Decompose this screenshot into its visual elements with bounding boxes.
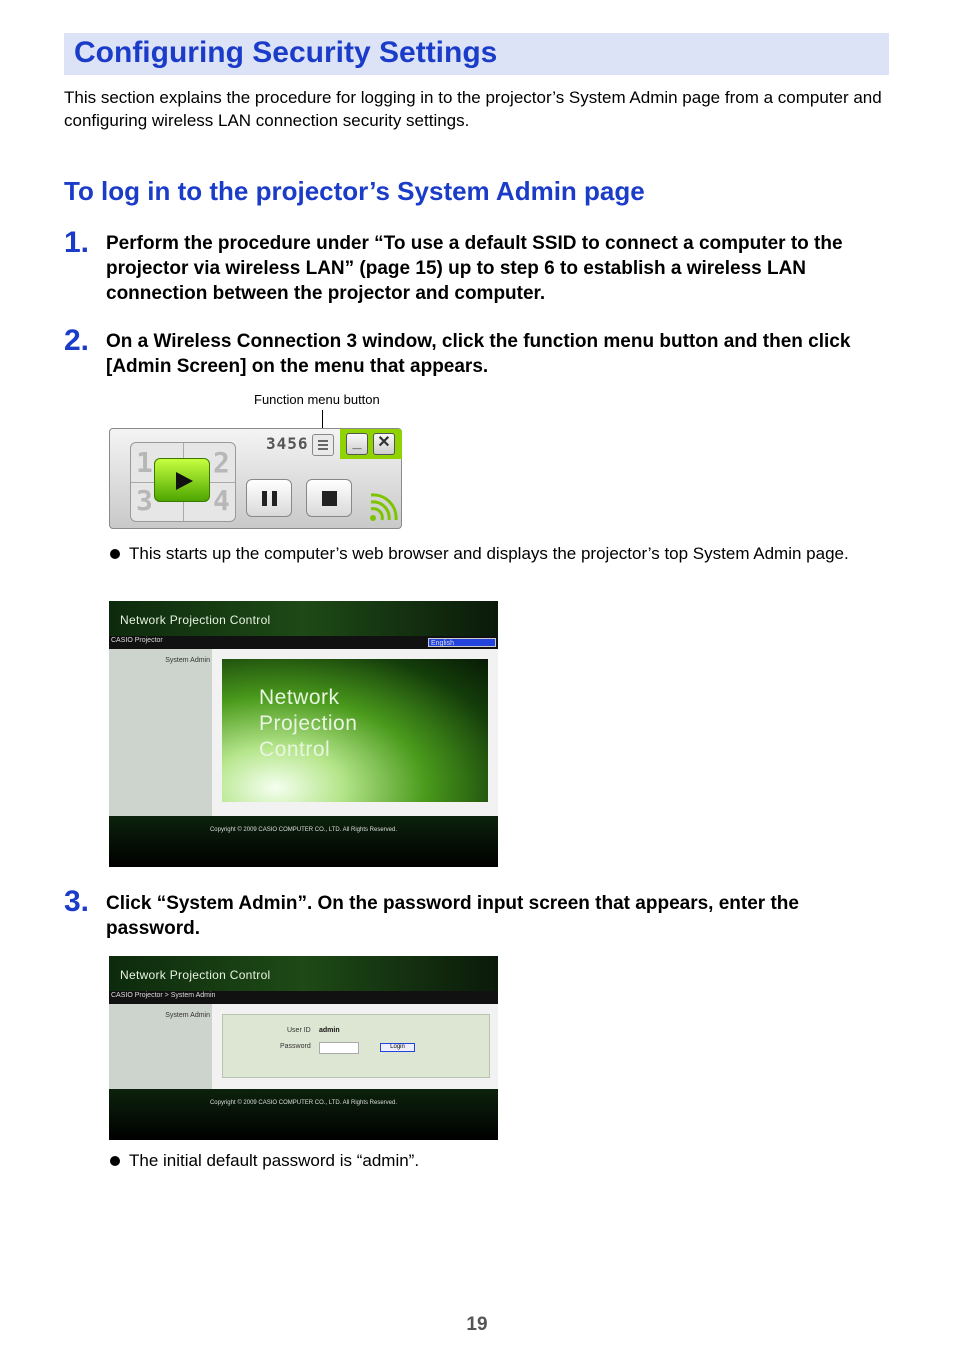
- bullet-item-1: [110, 543, 899, 565]
- stop-button[interactable]: [306, 479, 352, 517]
- play-icon: [176, 472, 193, 490]
- sidebar: [109, 649, 212, 816]
- close-icon: ✕: [377, 434, 391, 451]
- step-text-2: On a Wireless Connection 3 window, click the function menu button and then click [Admin Screen] on the menu that appears.: [106, 331, 851, 377]
- copyright: Copyright © 2009 CASIO COMPUTER CO., LTD. All Rights Reserved.: [209, 1100, 398, 1106]
- user-id-label: User ID: [287, 1027, 311, 1034]
- copyright: Copyright © 2009 CASIO COMPUTER CO., LTD. All Rights Reserved.: [209, 827, 398, 833]
- connection-code: 3456: [266, 434, 309, 453]
- user-id-value: admin: [319, 1027, 340, 1034]
- password-label: Password: [280, 1043, 311, 1050]
- bullet-dot: [110, 1156, 120, 1166]
- menu-icon-line: [318, 448, 328, 450]
- step-number-1: 1.: [64, 226, 90, 259]
- pad-number-3: 3: [136, 484, 153, 517]
- page-title: Configuring Security Settings: [74, 36, 498, 69]
- language-select[interactable]: [428, 638, 496, 647]
- callout-label: Function menu button: [254, 392, 380, 407]
- app-title: Network Projection Control: [120, 968, 271, 982]
- system-admin-top-screenshot: [109, 601, 498, 867]
- login-form: [222, 1014, 490, 1078]
- page-number: 19: [466, 1314, 488, 1335]
- step-text-1: Perform the procedure under “To use a default SSID to connect a computer to the projector via wireless LAN” (page 15) up to step 6 to establish a wireless LAN connection between the projector and computer.: [106, 233, 843, 304]
- splash-text: [259, 685, 357, 763]
- wifi-signal-icon: [368, 493, 398, 523]
- minimize-icon: _: [352, 434, 362, 451]
- section-heading: To log in to the projector’s System Admin page: [64, 176, 645, 206]
- language-value: English: [431, 640, 454, 647]
- breadcrumb: [109, 636, 498, 649]
- breadcrumb-text: CASIO Projector: [111, 637, 163, 644]
- splash-line-1: Network: [259, 686, 340, 709]
- sidebar-link-system-admin[interactable]: System Admin: [165, 1012, 210, 1019]
- close-button[interactable]: [373, 433, 395, 455]
- splash-image: [222, 659, 488, 802]
- step-number-3: 3.: [64, 885, 90, 918]
- app-header: [109, 601, 498, 636]
- pad-number-4: 4: [213, 484, 230, 517]
- bullet-item-2: [110, 1150, 899, 1172]
- pad-number-1: 1: [136, 446, 153, 479]
- bullet-text-1: This starts up the computer’s web browser and displays the projector’s top System Admin page.: [129, 544, 849, 563]
- pause-button[interactable]: [246, 479, 292, 517]
- sidebar: [109, 1004, 212, 1089]
- window-controls-bar: [340, 429, 402, 459]
- menu-icon: [318, 440, 328, 442]
- breadcrumb: [109, 991, 498, 1004]
- menu-icon-line: [318, 444, 328, 446]
- app-header: [109, 956, 498, 991]
- play-button[interactable]: [154, 458, 210, 502]
- app-title: Network Projection Control: [120, 613, 271, 627]
- password-input[interactable]: [319, 1042, 359, 1054]
- breadcrumb-text: CASIO Projector > System Admin: [111, 992, 216, 999]
- login-button[interactable]: Login: [380, 1043, 415, 1052]
- splash-line-2: Projection: [259, 712, 358, 735]
- footer: [109, 816, 498, 867]
- main-area: [212, 649, 498, 816]
- step-number-2: 2.: [64, 324, 90, 357]
- intro-paragraph: This section explains the procedure for logging in to the projector’s System Admin page from a computer and configuring wireless LAN connection security settings.: [64, 88, 882, 130]
- step-text-3: Click “System Admin”. On the password input screen that appears, enter the password.: [106, 893, 799, 939]
- function-menu-button[interactable]: [312, 434, 334, 456]
- pause-icon-bar: [272, 491, 277, 506]
- bullet-text-2: The initial default password is “admin”.: [129, 1151, 420, 1170]
- bullet-dot: [110, 549, 120, 559]
- login-screenshot: [109, 956, 498, 1140]
- wireless-connection-widget: [109, 428, 402, 529]
- pad-number-2: 2: [213, 446, 230, 479]
- pause-icon: [262, 491, 267, 506]
- minimize-button[interactable]: [346, 433, 368, 455]
- stop-icon: [322, 491, 337, 506]
- main-area: [212, 1004, 498, 1089]
- footer: [109, 1089, 498, 1140]
- splash-line-3: Control: [259, 738, 331, 761]
- sidebar-link-system-admin[interactable]: System Admin: [165, 657, 210, 664]
